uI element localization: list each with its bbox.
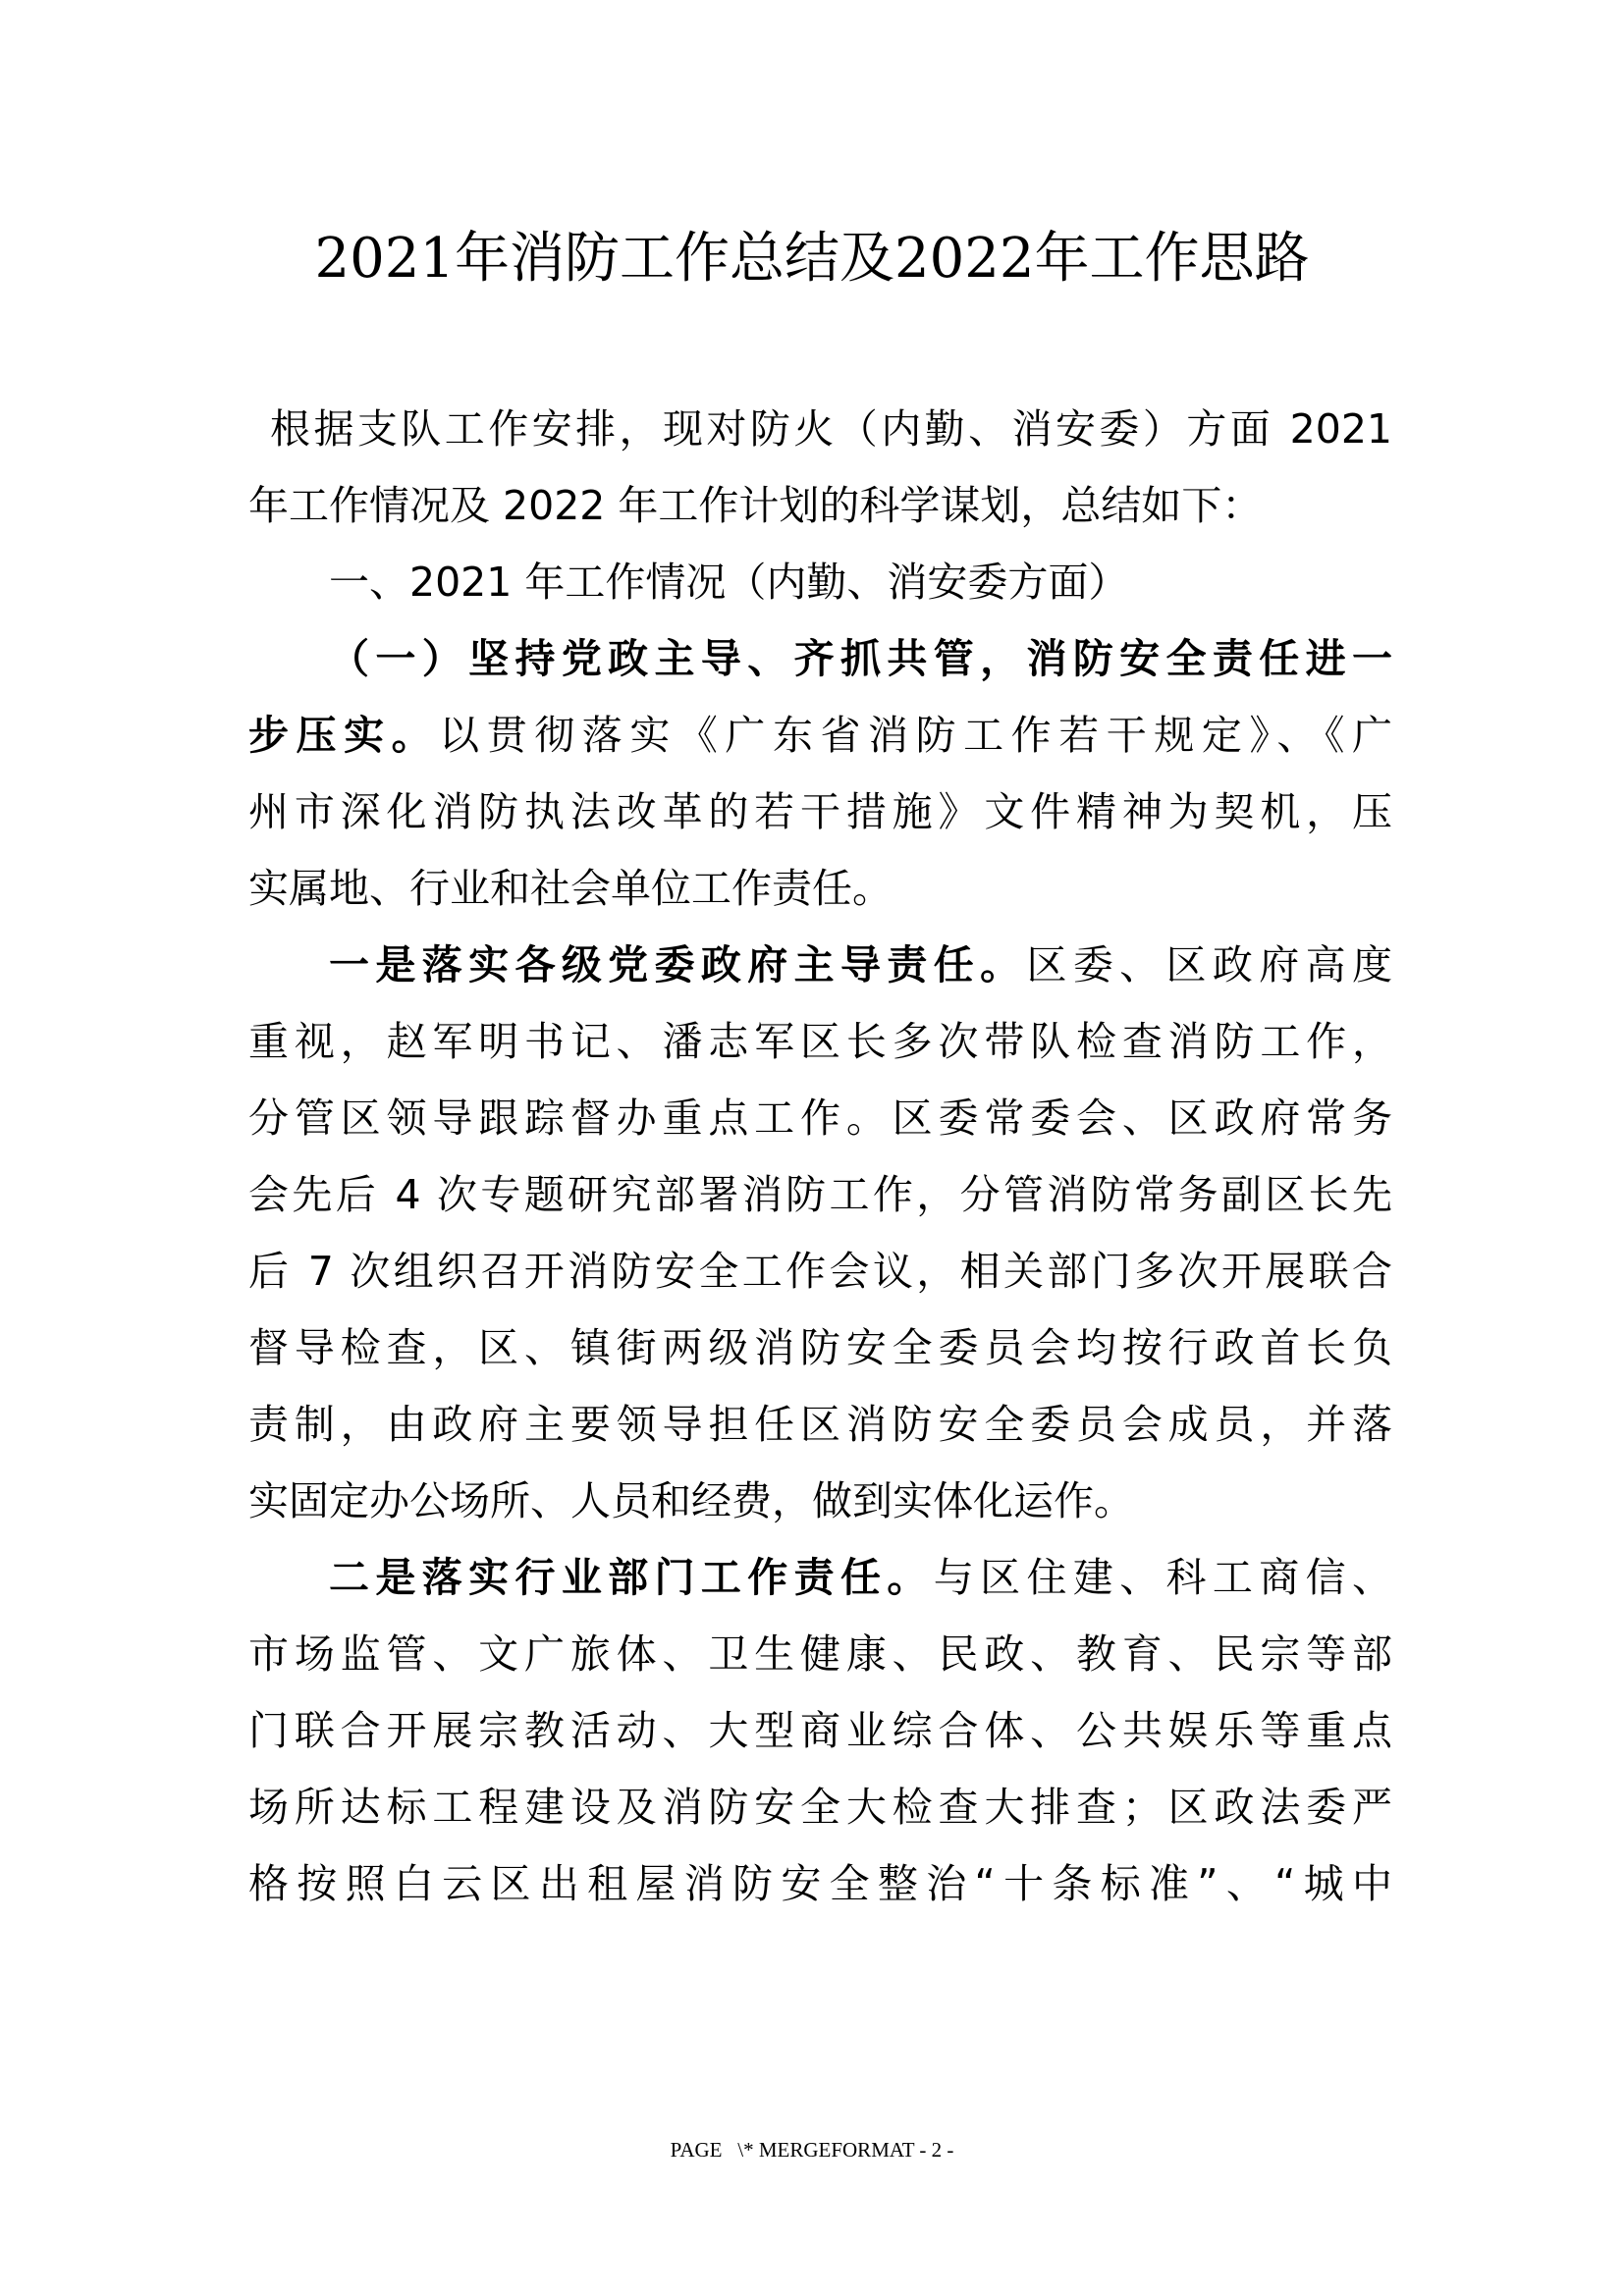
point-two-lead <box>248 1539 1392 1616</box>
subsection-one-heading-end: 步压实。 <box>248 712 440 759</box>
subsection-one-heading: （一）坚持党政主导、齐抓共管，消防安全责任进一 <box>329 635 1392 682</box>
subsection-one-line-4: 实属地、行业和社会单位工作责任。 <box>248 865 893 912</box>
point-two-line: 场所达标工程建设及消防安全大检查大排查；区政法委严 <box>248 1784 1392 1831</box>
point-one-lead-text: 区委、区政府高度 <box>1026 941 1392 988</box>
subsection-one-text: 以贯彻落实《广东省消防工作若干规定》、《广 <box>439 712 1393 759</box>
intro-line-2: 年工作情况及 2022 年工作计划的科学谋划，总结如下： <box>248 482 1263 529</box>
point-two-line: 格按照白云区出租屋消防安全整治“十条标准”、“城中 <box>248 1860 1392 1907</box>
intro-line-1: 根据支队工作安排，现对防火（内勤、消安委）方面 2021 <box>270 405 1392 453</box>
point-one-line: 督导检查，区、镇街两级消防安全委员会均按行政首长负 <box>248 1324 1392 1371</box>
point-one-line: 重视，赵军明书记、潘志军区长多次带队检查消防工作， <box>248 1018 1392 1065</box>
point-one-line: 实固定办公场所、人员和经费，做到实体化运作。 <box>248 1477 1134 1524</box>
section-one-heading: 一、2021 年工作情况（内勤、消安委方面） <box>329 559 1129 606</box>
point-one-line: 责制，由政府主要领导担任区消防安全委员会成员，并落 <box>248 1401 1392 1448</box>
point-one-lead <box>248 927 1392 1003</box>
page-footer: PAGE \* MERGEFORMAT - 2 - <box>670 2138 954 2162</box>
subsection-one-line-3: 州市深化消防执法改革的若干措施》文件精神为契机，压 <box>248 788 1392 835</box>
point-one-line: 分管区领导跟踪督办重点工作。区委常委会、区政府常务 <box>248 1095 1392 1142</box>
subsection-one-line-2 <box>248 697 1392 774</box>
point-two-heading: 二是落实行业部门工作责任。 <box>329 1554 934 1601</box>
point-two-line: 门联合开展宗教活动、大型商业综合体、公共娱乐等重点 <box>248 1707 1392 1754</box>
point-one-line: 后 7 次组织召开消防安全工作会议，相关部门多次开展联合 <box>248 1248 1392 1295</box>
point-one-heading: 一是落实各级党委政府主导责任。 <box>329 941 1027 988</box>
point-two-lead-text: 与区住建、科工商信、 <box>933 1554 1393 1601</box>
document-title: 2021年消防工作总结及2022年工作思路 <box>314 227 1310 291</box>
point-one-line: 会先后 4 次专题研究部署消防工作，分管消防常务副区长先 <box>248 1171 1392 1218</box>
point-two-line: 市场监管、文广旅体、卫生健康、民政、教育、民宗等部 <box>248 1630 1392 1678</box>
document-body <box>248 391 1392 1922</box>
